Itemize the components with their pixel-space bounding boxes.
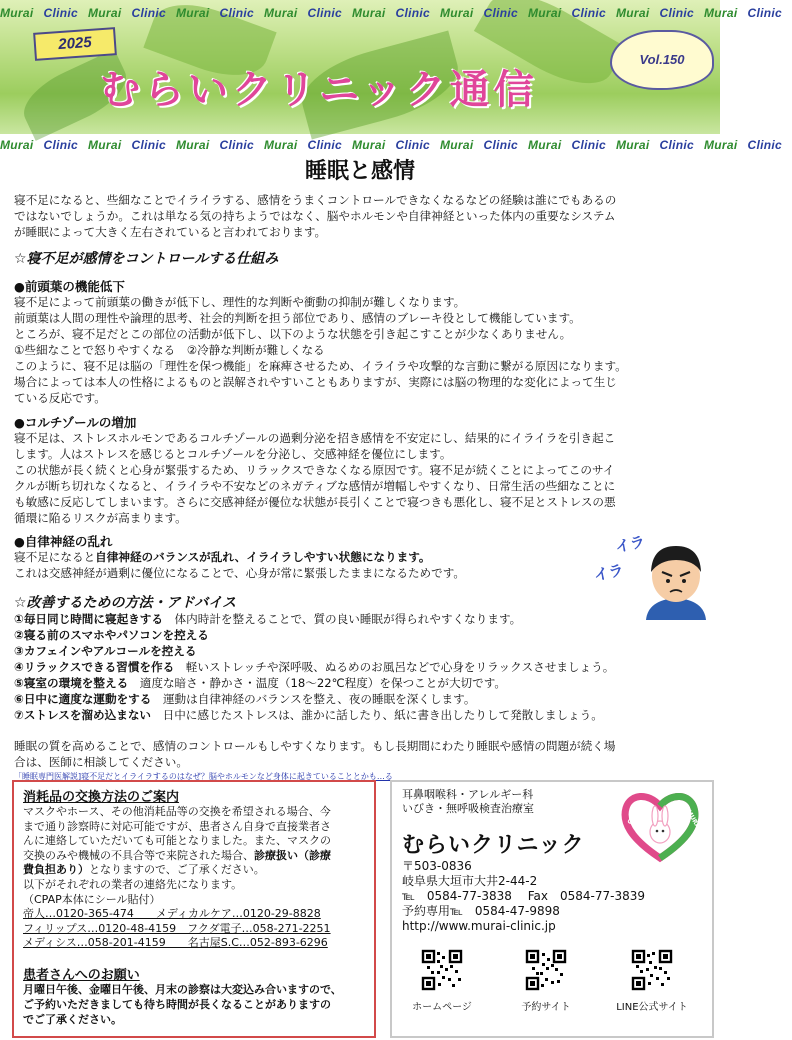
text-line: ご予約いただきましても待ち時間が長くなることがありますの — [23, 997, 331, 1011]
irritation-text: イラ — [592, 560, 626, 585]
qr-code-icon[interactable] — [632, 950, 672, 990]
brand-repeat-top — [0, 6, 782, 26]
paragraph-line: します。人はストレスを感じるとコルチゾールを分泌し、交感神経を優位にします。 — [14, 447, 452, 461]
section-frontal-lobe — [14, 294, 710, 406]
advice-item-title: ⑦ストレスを溜め込まない — [14, 708, 152, 722]
irritated-boy-illustration — [588, 530, 712, 620]
vendor-contacts — [23, 907, 365, 950]
advice-item — [14, 643, 714, 659]
advice-item — [14, 707, 714, 723]
paragraph-line: このように、寝不足は脳の「理性を保つ機能」を麻痺させるため、イライラや攻撃的な言動に繋がる原因になります。 — [14, 359, 627, 373]
paragraph-line: も敏感に反応してしまいます。さらに交感神経が優位な状態が長引くことで寝つきも悪化し、寝不足とストレスの悪 — [14, 495, 616, 509]
intro-line: 寝不足になると、些細なことでイライラする、感情をうまくコントロールできなくなるなどの経験は誰にでもあるの — [14, 193, 617, 207]
paragraph-line: 寝不足は、ストレスホルモンであるコルチゾールの過剰分泌を招き感情を不安定にし、結果的にイライラを引き起こ — [14, 431, 616, 445]
mechanism-heading: ☆寝不足が感情をコントロールする仕組み — [14, 251, 279, 267]
vendor-contact-row: フィリップス…0120-48-4159 フクダ電子…058-271-2251 — [23, 921, 331, 935]
section-autonomic — [14, 549, 584, 581]
clinic-address: 岐阜県大垣市大井2-44-2 — [402, 874, 538, 888]
brand-word: Murai — [704, 138, 738, 152]
text-line: んに連絡していただいても可能となりました。また、マスクの — [23, 834, 331, 848]
intro-line: が睡眠によって大きく左右されていると言われております。 — [14, 225, 327, 239]
brand-word: Clinic — [395, 138, 430, 152]
advice-item-title: ①毎日同じ時間に寝起きする — [14, 612, 163, 626]
advice-item-title: ⑤寝室の環境を整える — [14, 676, 129, 690]
brand-word: Murai — [264, 138, 298, 152]
advice-item-title: ②寝る前のスマホやパソコンを控える — [14, 628, 209, 642]
paragraph-line: 睡眠の質を高めることで、感情のコントロールもしやすくなります。もし長期間にわたり睡眠や感情の問題が続く場 — [14, 739, 616, 753]
brand-word: Murai — [264, 6, 298, 20]
newsletter-header — [0, 0, 782, 134]
brand-word: Clinic — [747, 138, 782, 152]
paragraph-line: 場合によっては本人の性格によるものと誤解されやすいこともありますが、実際には脳の物理的な変化によって生じ — [14, 375, 617, 389]
irritation-text: イラ — [613, 532, 647, 557]
paragraph-line — [14, 549, 584, 565]
emphasis-text: 費負担あり） — [23, 863, 89, 877]
rabbit-eye — [662, 830, 665, 833]
brand-word: Murai — [440, 6, 474, 20]
clinic-url[interactable]: http://www.murai-clinic.jp — [402, 919, 556, 933]
brand-word: Clinic — [307, 6, 342, 20]
brand-word: Clinic — [659, 6, 694, 20]
logo-text-murai: MURAI — [685, 808, 703, 832]
rabbit-eye — [656, 830, 659, 833]
clinic-phone-fax: ℡ 0584-77-3838 Fax 0584-77-3839 — [402, 889, 645, 903]
brand-word: Clinic — [307, 138, 342, 152]
section-cortisol — [14, 430, 710, 526]
section-heading-cortisol: ●コルチゾールの増加 — [14, 415, 137, 430]
clinic-reservation-phone: 予約専用℡ 0584-47-9898 — [402, 904, 560, 918]
advice-item-title: ⑥日中に適度な運動をする — [14, 692, 152, 706]
brand-word: Clinic — [219, 138, 254, 152]
clinic-name: むらいクリニック — [402, 833, 585, 858]
clinic-department: いびき・無呼吸検査治療室 — [402, 802, 534, 815]
article-closing — [14, 738, 710, 770]
brand-word: Clinic — [43, 6, 78, 20]
brand-word: Murai — [528, 6, 562, 20]
advice-item-title: ④リラックスできる習慣を作る — [14, 660, 175, 674]
paragraph-line: これは交感神経が過剰に優位になることで、心身が常に緊張したままになるためです。 — [14, 566, 465, 580]
brand-word: Murai — [88, 6, 122, 20]
qr-label-reservation: 予約サイト — [521, 1002, 571, 1013]
brand-word: Murai — [528, 138, 562, 152]
text-line — [23, 863, 365, 878]
brand-word: Murai — [440, 138, 474, 152]
boy-eye — [682, 579, 686, 583]
brand-word: Clinic — [659, 138, 694, 152]
brand-word: Clinic — [483, 138, 518, 152]
logo-text-clinic: CLINIC — [626, 803, 644, 826]
brand-word: Clinic — [131, 6, 166, 20]
rabbit-ear — [662, 806, 668, 826]
advice-item-text: 軽いストレッチや深呼吸、ぬるめのお風呂などで心身をリラックスさせましょう。 — [174, 660, 615, 674]
brand-word: Clinic — [395, 6, 430, 20]
rabbit-ear — [652, 806, 658, 826]
paragraph-line: クルが断ち切れなくなると、イライラや不安などのネガティブな感情が増幅しやすくなり、日常生活の些細なことに — [14, 479, 616, 493]
paragraph-line: 前頭葉は人間の理性や論理的思考、社会的判断を担う部位であり、感情のブレーキ役として機能しています。 — [14, 311, 581, 325]
brand-word: Clinic — [747, 6, 782, 20]
brand-word: Murai — [352, 6, 386, 20]
advice-list — [14, 611, 714, 723]
clinic-department: 耳鼻咽喉科・アレルギー科 — [402, 788, 534, 801]
text-line: まで通り診察時に対応可能ですが、患者さん自身で直接業者さ — [23, 819, 331, 833]
emphasis-text: 診療扱い（診療 — [254, 848, 331, 862]
paragraph-line: この状態が長く続くと心身が緊張するため、リラックスできなくなる原因です。寝不足が続くことによってこのサイ — [14, 463, 615, 477]
text-line: マスクやホース、その他消耗品等の交換を希望される場合、今 — [23, 805, 331, 818]
advice-item — [14, 691, 714, 707]
brand-word: Clinic — [483, 6, 518, 20]
text-line: 以下がそれぞれの業者の連絡先になります。 — [23, 877, 243, 891]
paragraph-line: 循環に陥るリスクが高まります。 — [14, 511, 187, 525]
paragraph-line: 寝不足によって前頭葉の働きが低下し、理性的な判断や衝動の抑制が難しくなります。 — [14, 295, 466, 309]
patient-notice-title: 患者さんへのお願い — [23, 968, 140, 984]
brand-word: Murai — [0, 138, 34, 152]
advice-item-text: 適度な暗さ・静かさ・温度（18～22℃程度）を保つことが大切です。 — [128, 676, 506, 690]
brand-word: Clinic — [219, 6, 254, 20]
qr-code-icon[interactable] — [526, 950, 566, 990]
advice-heading: ☆改善するための方法・アドバイス — [14, 595, 237, 611]
newsletter-title: むらいクリニック通信 — [100, 67, 538, 113]
brand-word: Clinic — [131, 138, 166, 152]
paragraph-line: ている反応です。 — [14, 391, 106, 405]
clinic-postal: 〒503-0836 — [402, 859, 472, 873]
text-line: 月曜日午後、金曜日午後、月末の診察は大変込み合いますので、 — [23, 983, 342, 997]
text-span: 交換のみや機械の不具合等で来院された場合、 — [23, 848, 254, 862]
supplies-title: 消耗品の交換方法のご案内 — [23, 790, 180, 805]
brand-word: Murai — [616, 6, 650, 20]
qr-code-icon[interactable] — [422, 950, 462, 990]
patient-notice-body — [23, 983, 365, 1027]
qr-label-line: LINE公式サイト — [616, 1002, 688, 1013]
advice-item — [14, 659, 714, 675]
advice-item-text: 体内時計を整えることで、質の良い睡眠が得られやすくなります。 — [162, 612, 522, 626]
article-title: 睡眠と感情 — [304, 159, 415, 184]
advice-item — [14, 611, 714, 627]
brand-word: Clinic — [571, 138, 606, 152]
text-line: （CPAP本体にシール貼付） — [23, 892, 161, 906]
supplies-notice-box — [12, 780, 376, 1038]
volume-badge: Vol.150 — [610, 30, 714, 90]
brand-word: Murai — [88, 138, 122, 152]
vendor-contact-row: 帝人…0120-365-474 メディカルケア…0120-29-8828 — [23, 907, 321, 921]
brand-word: Clinic — [43, 138, 78, 152]
boy-eye — [666, 579, 670, 583]
section-heading-autonomic: ●自律神経の乱れ — [14, 534, 113, 549]
section-heading-frontal-lobe: ●前頭葉の機能低下 — [14, 279, 125, 294]
paragraph-line: 合は、医師に相談してください。 — [14, 755, 188, 769]
emphasis-text: 自律神経のバランスが乱れ、イライラしやすい状態になります。 — [95, 550, 431, 564]
article-intro — [14, 192, 710, 240]
advice-item — [14, 627, 714, 643]
clinic-info-box — [390, 780, 714, 1038]
paragraph-line: ところが、寝不足だとこの部位の活動が低下し、以下のような状態を引き起こすことが少なくありません。 — [14, 327, 572, 341]
brand-word: Murai — [176, 6, 210, 20]
advice-item-text: 日中に感じたストレスは、誰かに話したり、紙に書き出したりして発散しましょう。 — [151, 708, 603, 722]
brand-word: Murai — [352, 138, 386, 152]
text-span: となりますので、ご了承ください。 — [89, 863, 265, 877]
advice-item — [14, 675, 714, 691]
brand-word: Murai — [704, 6, 738, 20]
vendor-contact-row: メディシス…058-201-4159 名古屋S.C…052-893-6296 — [23, 935, 328, 949]
brand-word: Murai — [176, 138, 210, 152]
advice-item-text: 運動は自律神経のバランスを整え、夜の睡眠を深くします。 — [151, 692, 476, 706]
advice-item-title: ③カフェインやアルコールを控える — [14, 644, 197, 658]
qr-code-row — [402, 950, 702, 1034]
text-line: でご了承ください。 — [23, 1012, 122, 1026]
paragraph-line: ①些細なことで怒りやすくなる ②冷静な判断が難しくなる — [14, 343, 325, 357]
year-badge: 2025 — [33, 27, 117, 61]
text-line — [23, 849, 365, 864]
qr-label-homepage: ホームページ — [412, 1002, 472, 1013]
brand-word: Murai — [616, 138, 650, 152]
supplies-body — [23, 805, 365, 907]
text-span: 寝不足になると — [14, 550, 96, 564]
source-link[interactable]: 「睡眠専門医解説]寝不足だとイライラするのはなぜ？脳やホルモンなど身体に起きていることとかも…る — [14, 772, 393, 781]
clinic-logo-icon — [620, 788, 703, 864]
brand-word: Clinic — [571, 6, 606, 20]
intro-line: ではないでしょうか。これは単なる気の持ちようではなく、脳やホルモンや自律神経といった体内の重要なシステム — [14, 209, 616, 223]
brand-word: Murai — [0, 6, 34, 20]
